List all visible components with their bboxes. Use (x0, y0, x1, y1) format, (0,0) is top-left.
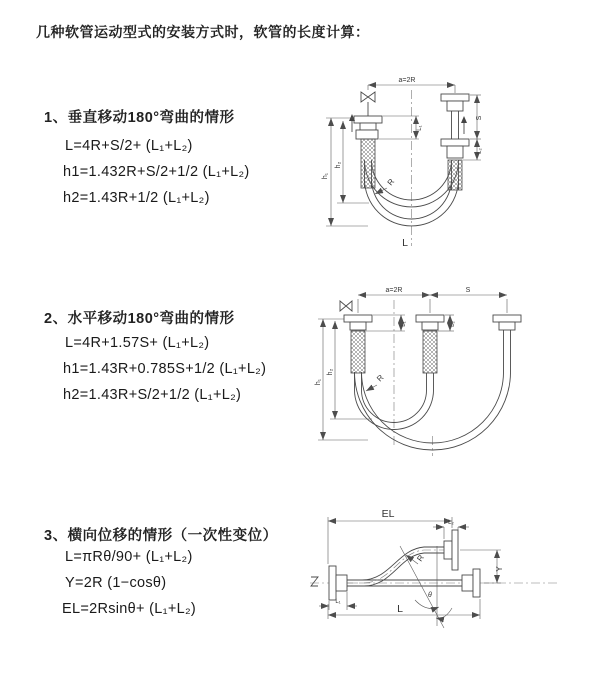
dim-label-l1: L₁ (417, 125, 423, 131)
right-flange (473, 569, 480, 597)
dimension-s (430, 287, 507, 295)
dim-label-theta: θ (428, 592, 432, 599)
dim-label-el: EL (381, 508, 395, 520)
section1-formula-h1: h1=1.432R+S/2+1/2 (L₁+L₂) (63, 164, 250, 180)
dim-label-radius: R (385, 177, 397, 188)
dim-label-l1: L₁ (335, 599, 341, 605)
dimension-a2r (358, 287, 507, 313)
right-flange-fitting-shifted (493, 315, 521, 330)
section1-heading: 1、垂直移动180°弯曲的情形 (44, 110, 235, 126)
middle-flange-fitting (416, 315, 444, 373)
left-flange-fitting (329, 566, 347, 600)
section1-formula-l: L=4R+S/2+ (L₁+L₂) (65, 138, 193, 154)
dim-label-l2: L₂ (450, 321, 456, 327)
section3-formula-el: EL=2Rsinθ+ (L₁+L₂) (62, 601, 197, 617)
section2-formula-h1: h1=1.43R+0.785S+1/2 (L₁+L₂) (63, 361, 267, 377)
dim-label-l1: L₁ (401, 321, 407, 327)
dim-label-h1: h₁ (322, 172, 329, 180)
dim-label-length: L (402, 237, 408, 249)
diagram-horizontal-180-bend (300, 278, 600, 464)
dim-label-l2: L₂ (477, 148, 483, 154)
upper-right-flange-fitting (444, 530, 458, 570)
dimension-s (470, 95, 483, 139)
section2-heading: 2、水平移动180°弯曲的情形 (44, 311, 235, 327)
braided-hose-section (423, 331, 437, 373)
dim-label-s: S (465, 287, 471, 294)
section3-heading: 3、横向位移的情形（一次性变位） (44, 528, 278, 544)
dim-label-h2: h₂ (327, 368, 334, 376)
left-flange-fitting (344, 315, 372, 373)
diagram-lateral-displacement (295, 498, 600, 666)
section3-formula-l: L=πRθ/90+ (L₁+L₂) (65, 549, 193, 565)
dim-label-a2r: a=2R (398, 77, 416, 84)
radius-leader (366, 373, 386, 391)
dim-label-y: Y (495, 566, 504, 572)
page-title: 几种软管运动型式的安装方式时，软管的长度计算： (36, 24, 370, 40)
hose-centerline (347, 550, 444, 583)
braided-hose-section (351, 331, 365, 373)
dim-label-h2: h₂ (335, 161, 342, 169)
section1-formula-h2: h2=1.43R+1/2 (L₁+L₂) (63, 190, 210, 206)
dimension-l (328, 599, 480, 619)
right-flange-fitting-upper (441, 94, 469, 139)
dim-label-l2: L₂ (448, 520, 454, 526)
left-flange-fitting (354, 116, 382, 188)
section-break-mark (311, 577, 318, 586)
dimension-l1 (379, 116, 423, 139)
braided-hose-section (361, 139, 375, 188)
section3-formula-y: Y=2R (1−cosθ) (65, 575, 167, 591)
dimension-el (328, 508, 452, 564)
radius-leader (375, 177, 396, 194)
dim-label-length: L (397, 603, 403, 615)
right-hub (462, 575, 473, 591)
valve-icon (340, 301, 352, 311)
dimension-l2 (433, 520, 469, 539)
section2-formula-l: L=4R+1.57S+ (L₁+L₂) (65, 335, 210, 351)
diagram-vertical-180-bend (300, 68, 600, 264)
dim-label-radius: R (375, 372, 386, 384)
dim-label-a2r: a=2R (385, 287, 403, 294)
valve-icon (361, 92, 375, 116)
dim-label-radius: R (415, 553, 426, 564)
dim-label-s: S (476, 115, 483, 121)
dim-label-h1: h₁ (315, 378, 322, 386)
section2-formula-h2: h2=1.43R+S/2+1/2 (L₁+L₂) (63, 387, 242, 403)
dimension-l1 (319, 592, 357, 610)
braided-hose-section (448, 160, 462, 190)
